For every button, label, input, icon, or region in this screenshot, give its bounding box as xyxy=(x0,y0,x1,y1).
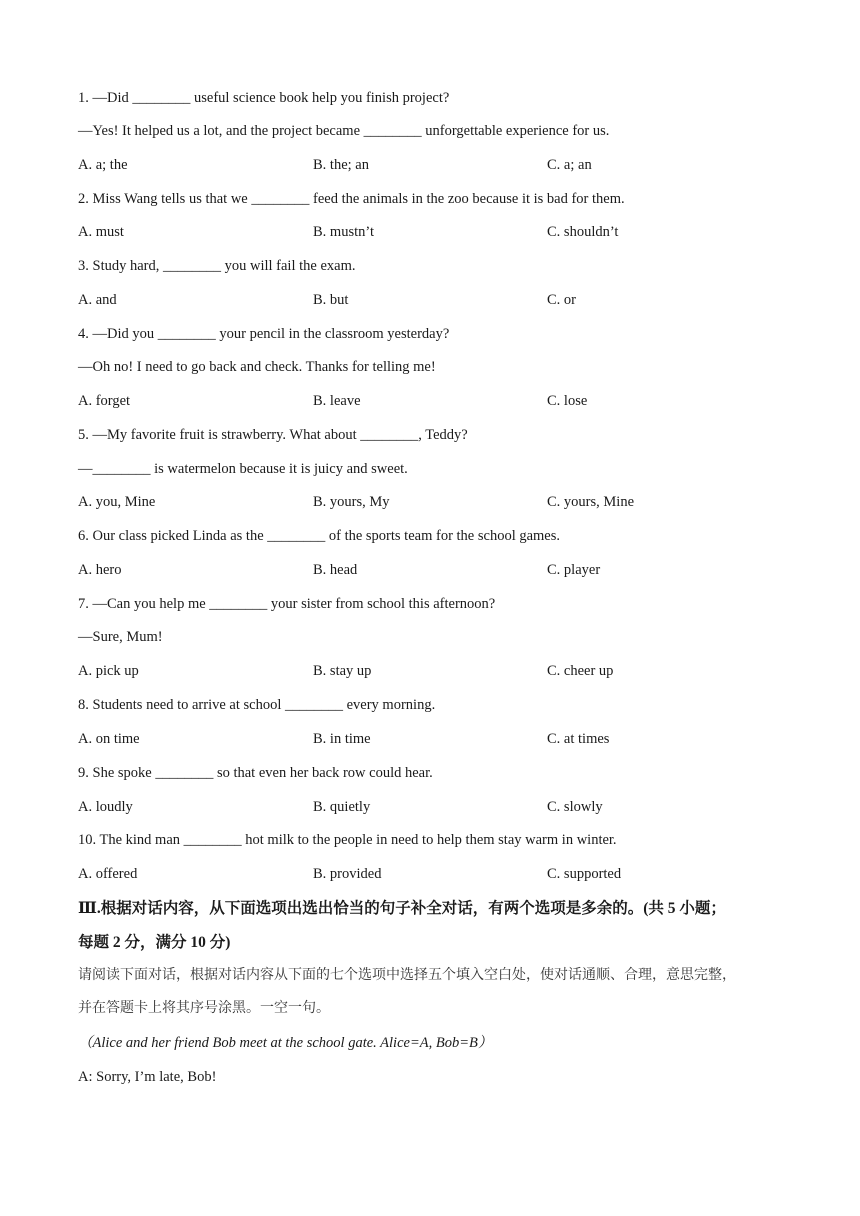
section-3-title-line-1: Ⅲ.根据对话内容，从下面选项出选出恰当的句子补全对话，有两个选项是多余的。(共 5 小题； xyxy=(78,900,726,917)
question-5-option-b[interactable]: B. yours, My xyxy=(313,494,390,510)
section-3-title-line-2: 每题 2 分，满分 10 分) xyxy=(78,934,231,951)
question-9-option-b[interactable]: B. quietly xyxy=(313,799,371,815)
question-2-option-c[interactable]: C. shouldn’t xyxy=(547,224,619,240)
question-7-stem-line-2: —Sure, Mum! xyxy=(78,629,163,645)
question-5-option-a[interactable]: A. you, Mine xyxy=(78,494,156,510)
section-3-instruction-line-1: 请阅读下面对话，根据对话内容从下面的七个选项中选择五个填入空白处，使对话通顺、合理，意思完整， xyxy=(78,968,736,983)
question-8-stem: 8. Students need to arrive at school ________ every morning. xyxy=(78,697,436,713)
question-5-stem-line-2: —________ is watermelon because it is juicy and sweet. xyxy=(78,461,408,477)
question-9-stem: 9. She spoke ________ so that even her back row could hear. xyxy=(78,765,433,781)
question-10-option-c[interactable]: C. supported xyxy=(547,866,622,882)
question-4-option-c[interactable]: C. lose xyxy=(547,393,588,409)
question-8-option-a[interactable]: A. on time xyxy=(78,731,140,747)
question-3-option-b[interactable]: B. but xyxy=(313,292,349,308)
question-5-option-c[interactable]: C. yours, Mine xyxy=(547,494,634,510)
section-3-instruction-line-2: 并在答题卡上将其序号涂黑。一空一句。 xyxy=(78,1001,330,1016)
question-10-option-a[interactable]: A. offered xyxy=(78,866,138,882)
question-4-stem-line-2: —Oh no! I need to go back and check. Thanks for telling me! xyxy=(78,359,436,375)
question-9-option-c[interactable]: C. slowly xyxy=(547,799,603,815)
question-2-option-b[interactable]: B. mustn’t xyxy=(313,224,374,240)
question-7-option-c[interactable]: C. cheer up xyxy=(547,663,614,679)
question-8-option-b[interactable]: B. in time xyxy=(313,731,371,747)
question-6-option-a[interactable]: A. hero xyxy=(78,562,122,578)
question-7-option-b[interactable]: B. stay up xyxy=(313,663,372,679)
question-2-option-a[interactable]: A. must xyxy=(78,224,124,240)
question-2-stem: 2. Miss Wang tells us that we ________ feed the animals in the zoo because it is bad for them. xyxy=(78,191,625,207)
question-10-option-b[interactable]: B. provided xyxy=(313,866,382,882)
question-3-option-c[interactable]: C. or xyxy=(547,292,576,308)
question-6-option-c[interactable]: C. player xyxy=(547,562,601,578)
question-1-stem-line-2: —Yes! It helped us a lot, and the project became ________ unforgettable experience for us. xyxy=(78,123,610,139)
question-1-option-b[interactable]: B. the; an xyxy=(313,157,369,173)
question-6-option-b[interactable]: B. head xyxy=(313,562,358,578)
question-1-stem-line-1: 1. —Did ________ useful science book help you finish project? xyxy=(78,90,450,106)
question-4-stem-line-1: 4. —Did you ________ your pencil in the classroom yesterday? xyxy=(78,326,450,342)
question-8-option-c[interactable]: C. at times xyxy=(547,731,610,747)
dialogue-line-1: A: Sorry, I’m late, Bob! xyxy=(78,1069,217,1085)
question-10-stem: 10. The kind man ________ hot milk to the people in need to help them stay warm in winter. xyxy=(78,832,617,848)
question-9-option-a[interactable]: A. loudly xyxy=(78,799,133,815)
question-5-stem-line-1: 5. —My favorite fruit is strawberry. What about ________, Teddy? xyxy=(78,427,468,443)
question-1-option-a[interactable]: A. a; the xyxy=(78,157,128,173)
question-7-stem-line-1: 7. —Can you help me ________ your sister from school this afternoon? xyxy=(78,596,496,612)
question-7-option-a[interactable]: A. pick up xyxy=(78,663,139,679)
dialogue-scene: （Alice and her friend Bob meet at the school gate. Alice=A, Bob=B） xyxy=(78,1035,493,1051)
question-4-option-b[interactable]: B. leave xyxy=(313,393,361,409)
question-6-stem: 6. Our class picked Linda as the ________ of the sports team for the school games. xyxy=(78,528,561,544)
question-4-option-a[interactable]: A. forget xyxy=(78,393,131,409)
question-1-option-c[interactable]: C. a; an xyxy=(547,157,592,173)
question-3-stem: 3. Study hard, ________ you will fail the exam. xyxy=(78,258,356,274)
question-3-option-a[interactable]: A. and xyxy=(78,292,117,308)
